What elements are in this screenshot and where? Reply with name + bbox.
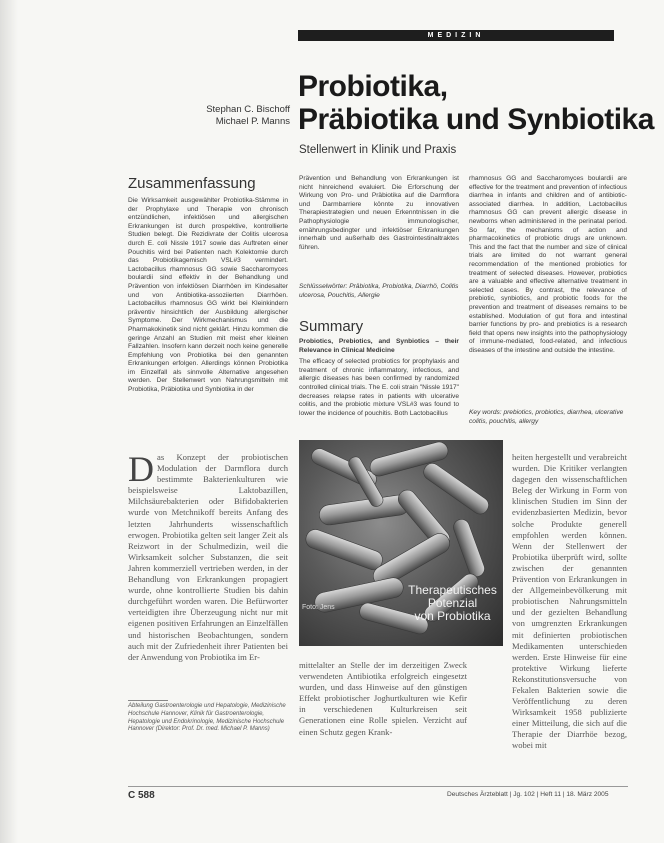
body-text: as Konzept der probiotischen Modulation der Darmflora durch bestimmte Bakterienkulturen wie beispielsweise Laktobazillen, Milchsäurebakterien oder Bifidobakterien wurde von Metchnikoff bereits Anfang des letzten Jahrhunderts wissenschaftlich erwogen. Probiotika gelten seit langer Zeit als Reizwort in der Schulmedizin, weil die Wirksamkeit solcher Substanzen, die seit Jahren kommerziell vertrieben werden, in der Behandlung von Erkrankungen propagiert wurde, ohne kontrollierte Studien bis dahin durchgeführt worden waren. Die Befürworter verteidigten ihre Überzeugung nicht nur mit eigenen positiven Erfahrungen an Einzelfällen und historischen Beobachtungen, sondern auch mit der Zufriedenheit ihrer Patienten bei der Anwendung von Probiotika im Er-: [128, 452, 288, 662]
author-name: Stephan C. Bischoff: [206, 104, 290, 115]
drop-cap: D: [128, 452, 154, 489]
article-title: [298, 70, 654, 136]
keywords-en: Key words: prebiotics, probiotics, diarrhea, ulcerative colitis, pouchitis, allergy: [469, 409, 624, 425]
abstract-text: The efficacy of selected probiotics for prophylaxis and treatment of chronic inflammatory, infectious, and allergic diseases has been confirmed by randomized controlled clinical trials. The E. coli strain "Nissle 1917" decreases relapse rates in patients with ulcerative colitis, and the probiotic mixture VSL#3 was found to lower the incidence of pouchitis. Both Lactobacillus: [299, 358, 459, 417]
photo-caption: [405, 584, 500, 623]
abstract-de-column-1: [128, 197, 288, 427]
page-number: C 588: [128, 790, 155, 801]
abstract-text: Prävention und Behandlung von Erkrankungen ist nicht hinreichend evaluiert. Die Erforschung der Wirkung von Pro- und Präbiotika auf die Darmflora und Darmbarriere könnte zu innovativen Therapiestrategien und neuen Erkenntnissen in die Pathophysiologie immunologischer, ernährungsbedingter und infektiöser Erkrankungen innerhalb und außerhalb des Gastrointestinaltraktes führen.: [299, 175, 459, 251]
abstract-text: Die Wirksamkeit ausgewählter Probiotika-Stämme in der Prophylaxe und Therapie von chronisch entzündlichen, infektiösen und allergischen Erkrankungen ist durch prospektive, kontrollierte Studien belegt. Die Rezidivrate der Colitis ulcerosa durch E. coli Nissle 1917 sowie das Auftreten einer Pouchitis wird bei Patienten nach Kolektomie durch das Probiotikagemisch VSL#3 vermindert. Lactobacillus rhamnosus GG sowie Saccharomyces boulardii sind effektiv in der Behandlung und Prävention von infektiösen Diarrhöen im Kindesalter und von Antibiotika-assoziierten Diarrhöen. Lactobacillus rhamnosus GG wirkt bei Kleinkindern präventiv hinsichtlich der Ausbildung allergischer Symptome. Der Wirkmechanismus und die Pharmakokinetik sind nicht geklärt. Hinzu kommen die geringe Anzahl an Studien mit meist eher kleinen Fallzahlen. Insofern kann derzeit noch keine generelle Empfehlung von Probiotika bei den genannten Erkrankungen erfolgen. Allerdings können Probiotika im Einzelfall als sinnvolle Alternative angesehen werden. Der Stellenwert von Nahrungsmitteln mit Probiotika, Präbiotika und Synbiotika in der: [128, 197, 288, 394]
title-line: Präbiotika und Synbiotika: [298, 103, 654, 136]
author-affiliation-footnote: Abteilung Gastroenterologie und Hepatologie, Medizinische Hochschule Hannover, Klinik für Gastroenterologie, Hepatologie und Endokrinologie, Medizinische Hochschule Hannover (Direktor: Prof. Dr. med. Michael P. Manns): [128, 703, 286, 733]
title-line: Probiotika,: [298, 70, 448, 103]
photo-credit: Foto: Jens: [302, 604, 335, 611]
body-column-1: [128, 452, 288, 692]
abstract-text: rhamnosus GG and Saccharomyces boulardii are effective for the treatment and prevention of infectious diarrhea in infants and children and of antibiotic-associated diarrhea. In addition, Lactobacillus rhamnosus GG can prevent allergic disease in newborns when administered in the perinatal period. So far, the mechanisms of action and pharmacokinetics of probiotic drugs are unknown. This and the fact that the number and size of clinical trials are limited do not warrant general recommendation of the mentioned probiotics for treatment of selected diseases. However, probiotics are a valuable and effective alternative treatment in selected cases. By contrast, the relevance of prebiotic, synbiotics, and probiotic foods for the prevention and treatment of diseases remains to be established. Modulation of gut flora and intestinal barrier functions by pro- and prebiotics is a research field that opens new insights into the pathophysiology of immune-mediated, food-related, and infectious diseases of the intestine and outside the intestine.: [469, 175, 627, 354]
summary-title: Probiotics, Prebiotics, and Synbiotics – their Relevance in Clinical Medicine: [299, 338, 459, 354]
caption-line: von Probiotika: [414, 609, 491, 623]
section-label: MEDIZIN: [298, 30, 614, 41]
body-column-2: [299, 660, 467, 782]
keywords-de: Schlüsselwörter: Präbiotika, Probiotika, Diarrhö, Colitis ulcerosa, Pouchitis, Allergie: [299, 283, 459, 299]
author-name: Michael P. Manns: [215, 116, 290, 127]
body-text: heiten hergestellt und verabreicht wurden. Die Kritiker verlangten dagegen den wissenschaftlichen Beleg der Wirkung in Form von klinischen Studien im Sinn der evidenzbasierten Medizin, bevor solche Produkte generell empfohlen werden können. Wenn der Stellenwert der Probiotika überprüft wird, sollte zwischen der genannten Prävention von Erkrankungen in der Allgemeinbevölkerung mit probiotischen Nahrungsmitteln und der gezielten Behandlung von umgrenzten Erkrankungen mit definierten probiotischen Medikamenten unterschieden werden. Erste Hinweise für eine protektive Wirkung lieferte Rekonstitutionsversuche von Fekalen Bakterien sowie die Veröffentlichung zu deren Wirksamkeit 1958 publizierte einer Mitteilung, die sich auf die Therapie der Diarrhöe bezog, wobei mit: [512, 452, 627, 751]
caption-line: Potenzial: [427, 596, 478, 610]
footer-divider: [128, 786, 628, 787]
body-column-3: [512, 452, 627, 782]
abstract-en-column-1: [299, 338, 459, 420]
abstract-heading-en: Summary: [299, 318, 364, 335]
journal-citation: Deutsches Ärzteblatt | Jg. 102 | Heft 11 | 18. März 2005: [447, 791, 609, 798]
abstract-en-column-2: [469, 175, 627, 423]
article-subtitle: Stellenwert in Klinik und Praxis: [299, 144, 457, 156]
footnote-divider: [128, 700, 168, 701]
author-list: [198, 104, 290, 128]
body-text: mittelalter an Stelle der im derzeitigen Zweck verwendeten Antibiotika erfolgreich eingesetzt wurden, und dass Hinweise auf den günstigen Effekt probiotischer Joghurtkulturen wie Kefir in verschiedenen Kulturkreisen seit Generationen eine Rolle spielen. Verzicht auf einen Schutz gegen Krank-: [299, 660, 467, 737]
abstract-de-column-2: [299, 175, 459, 297]
scan-edge-shadow: [0, 0, 18, 843]
caption-line: Therapeutisches: [408, 583, 497, 597]
abstract-heading-de: Zusammenfassung: [128, 175, 256, 192]
